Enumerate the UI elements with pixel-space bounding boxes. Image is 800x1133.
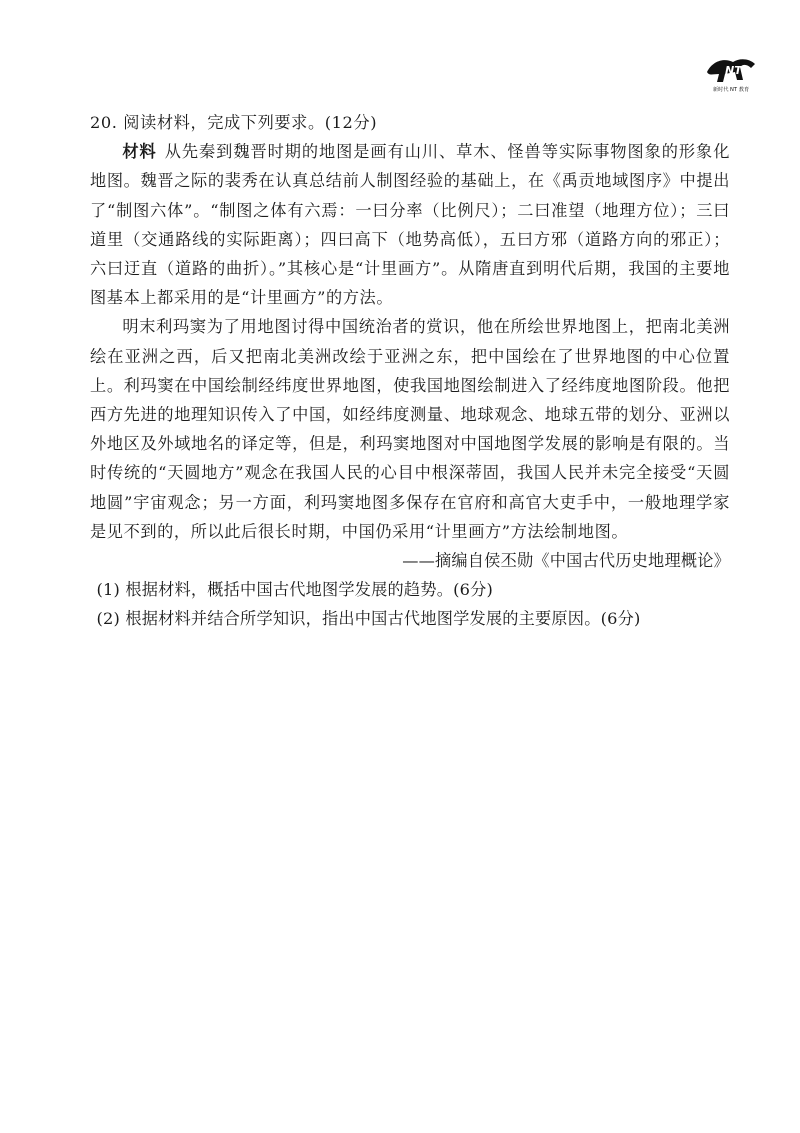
question-title: 20. 阅读材料，完成下列要求。(12分) xyxy=(90,113,378,132)
svg-text:NT: NT xyxy=(725,64,742,77)
source-citation: ——摘编自侯丕勋《中国古代历史地理概论》 xyxy=(402,551,730,571)
material-paragraph-1 xyxy=(90,137,730,312)
sub-question-1: (1) 根据材料，概括中国古代地图学发展的趋势。(6分) xyxy=(96,580,494,600)
material-paragraph-2: 明末利玛窦为了用地图讨得中国统治者的赏识，他在所绘世界地图上，把南北美洲绘在亚洲之西，后又把南北美洲改绘于亚洲之东，把中国绘在了世界地图的中心位置上。利玛窦在中国绘制经纬度世界地图，使我国地图绘制进入了经纬度地图阶段。他把西方先进的地理知识传入了中国，如经纬度测量、地球观念、地球五带的划分、亚洲以外地区及外域地名的译定等，但是，利玛窦地图对中国地图学发展的影响是有限的。当时传统的“天圆地方”观念在我国人民的心目中根深蒂固，我国人民并未完全接受“天圆地圆”宇宙观念；另一方面，利玛窦地图多保存在官府和高官大吏手中，一般地理学家是见不到的，所以此后很长时期，中国仍采用“计里画方”方法绘制地图。 xyxy=(90,317,730,541)
publisher-logo xyxy=(703,52,759,94)
logo-caption: 新时代 NT 教育 xyxy=(712,87,750,93)
question-block xyxy=(90,108,730,634)
material-label: 材料 xyxy=(122,142,157,162)
sub-question-2: (2) 根据材料并结合所学知识，指出中国古代地图学发展的主要原因。(6分) xyxy=(96,609,641,629)
bull-logo-icon xyxy=(703,52,759,94)
material-paragraph-1-text: 从先秦到魏晋时期的地图是画有山川、草木、怪兽等实际事物图象的形象化地图。魏晋之际的裴秀在认真总结前人制图经验的基础上，在《禹贡地域图序》中提出了“制图六体”。“制图之体有六焉：一曰分率（比例尺）；二曰准望（地理方位）；三曰道里（交通路线的实际距离）；四曰高下（地势高低），五曰方邪（道路方向的邪正）；六曰迂直（道路的曲折）。”其核心是“计里画方”。从隋唐直到明代后期，我国的主要地图基本上都采用的是“计里画方”的方法。 xyxy=(90,142,730,308)
